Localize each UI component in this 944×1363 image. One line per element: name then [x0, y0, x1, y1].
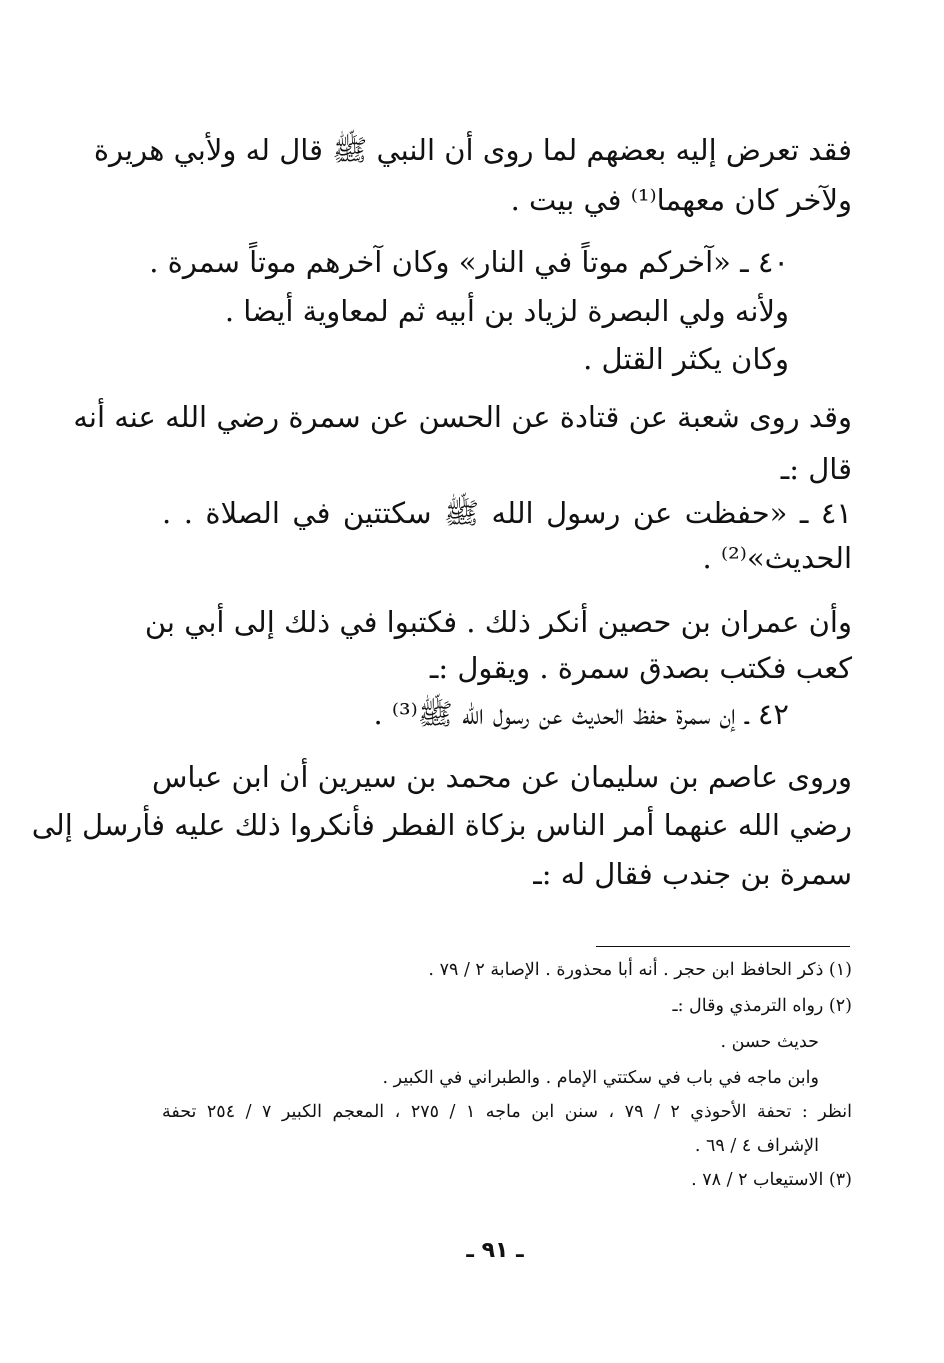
footnote-3: (٣) الاستيعاب ٢ / ٧٨ . [691, 1170, 852, 1190]
footnote-2-line-4: انظر : تحفة الأحوذي ٢ / ٧٩ ، سنن ابن ماجه ١ / ٢٧٥ ، المعجم الكبير ٧ / ٢٥٤ تحفة [162, 1102, 852, 1122]
footnote-2-line-2: حديث حسن . [720, 1032, 819, 1052]
footnote-2-line-5: الإشراف ٤ / ٦٩ . [694, 1136, 819, 1156]
footnote-2-line-3: وابن ماجه في باب في سكتتي الإمام . والطبراني في الكبير . [382, 1068, 819, 1088]
footnote-1: (١) ذكر الحافظ ابن حجر . أنه أبا محذورة . الإصابة ٢ / ٧٩ . [428, 960, 852, 980]
body-line-2: ولآخر كان معهما⁽¹⁾ في بيت . [510, 183, 852, 217]
body-line-4: ولأنه ولي البصرة لزياد بن أبيه ثم لمعاوية أيضا . [224, 294, 789, 328]
hadith-42-line: ٤٢ ـ إن سمرة حفظ الحديث عن رسول الله ﷺ⁽³⁾ . [373, 697, 789, 731]
hadith-40-line: ٤٠ ـ «آخركم موتاً في النار» وكان آخرهم موتاً سمرة . [149, 245, 789, 279]
body-line-10: وأن عمران بن حصين أنكر ذلك . فكتبوا في ذلك إلى أبي بن [144, 605, 852, 639]
body-line-15: سمرة بن جندب فقال له :ـ [533, 857, 852, 891]
body-line-1: فقد تعرض إليه بعضهم لما روى أن النبي ﷺ قال له ولأبي هريرة [93, 133, 852, 167]
body-line-9: الحديث»⁽²⁾ . [702, 541, 852, 575]
body-line-7: قال :ـ [780, 452, 852, 486]
body-line-6: وقد روى شعبة عن قتادة عن الحسن عن سمرة رضي الله عنه أنه [73, 400, 852, 434]
page-number: ـ ٩١ ـ [466, 1238, 524, 1263]
body-line-14: رضي الله عنهما أمر الناس بزكاة الفطر فأنكروا ذلك عليه فأرسل إلى [31, 808, 852, 842]
hadith-41-line: ٤١ ـ «حفظت عن رسول الله ﷺ سكتتين في الصلاة . . [162, 496, 852, 530]
body-line-5: وكان يكثر القتل . [583, 342, 789, 376]
body-line-13: وروى عاصم بن سليمان عن محمد بن سيرين أن ابن عباس [152, 760, 852, 794]
body-line-11: كعب فكتب بصدق سمرة . ويقول :ـ [429, 651, 852, 685]
footnote-2: (٢) رواه الترمذي وقال :ـ [672, 996, 852, 1016]
footnote-separator [596, 946, 850, 947]
